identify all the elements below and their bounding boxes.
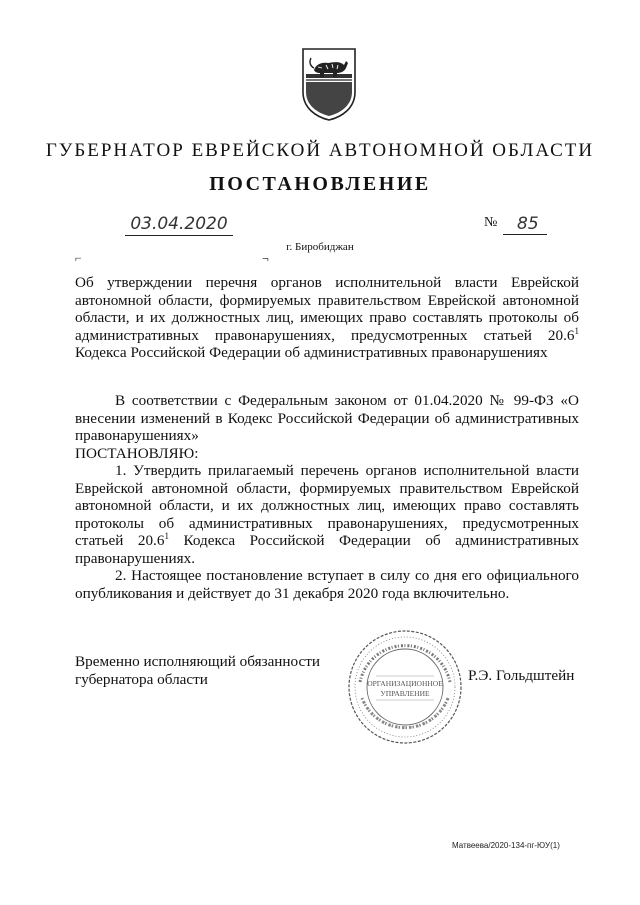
item-1-superscript: 1 [164,530,169,541]
item-1-text: 1. Утвердить прилагаемый перечень органов исполнительной власти Еврейской автономной области, формируемых правительством Еврейской автономной области, и их должностных лиц, имеющих право составлять протоколы об административных правонарушениях, предусмотренных статьей 20.6 [75,462,579,549]
document-number: 85 [503,214,547,235]
organization-title: ГУБЕРНАТОР ЕВРЕЙСКОЙ АВТОНОМНОЙ ОБЛАСТИ [45,140,595,161]
signatory-name: Р.Э. Гольдштейн [468,667,575,684]
position-line-1: Временно исполняющий обязанности [75,653,321,670]
footer-reference: Матвеева/2020-134-пг-ЮУ(1) [452,841,560,850]
position-line-2: губернатора области [75,670,208,688]
preamble-paragraph: В соответствии с Федеральным законом от 01.04.2020 № 99-ФЗ «О внесении изменений в Кодекс Российской Федерации об административных правонарушениях» [75,392,579,444]
stamp-inner-line-1: ОРГАНИЗАЦИОННОЕ [367,679,443,688]
corner-mark-left: ⌐ [75,251,82,265]
coat-of-arms-emblem [300,46,358,122]
item-1-text-end: Кодекса Российской Федерации об административных правонарушениях. [75,532,579,567]
corner-mark-right: ¬ [262,251,269,265]
document-subject [75,274,579,362]
resolve-heading: ПОСТАНОВЛЯЮ: [75,444,199,462]
stamp-inner-line-2: УПРАВЛЕНИЕ [380,689,430,698]
city-label: г. Биробиджан [286,241,354,253]
document-date: 03.04.2020 [125,214,233,236]
subject-superscript: 1 [574,325,579,336]
signatory-position [75,653,320,688]
document-type-title: ПОСТАНОВЛЕНИЕ [209,173,431,195]
number-label: № [484,215,498,230]
subject-text: Об утверждении перечня органов исполнительной власти Еврейской автономной области, формируемых правительством Еврейской автономной области, и их должностных лиц, имеющих право составлять протоколы об административных правонарушениях, предусмотренных статьей 20.6 [75,274,579,344]
item-1-paragraph [75,462,579,567]
subject-text-end: Кодекса Российской Федерации об административных правонарушениях [75,344,548,361]
official-stamp [346,628,464,746]
item-2-paragraph: 2. Настоящее постановление вступает в силу со дня его официального опубликования и действует до 31 декабря 2020 года включительно. [75,567,579,602]
document-body [75,392,579,602]
